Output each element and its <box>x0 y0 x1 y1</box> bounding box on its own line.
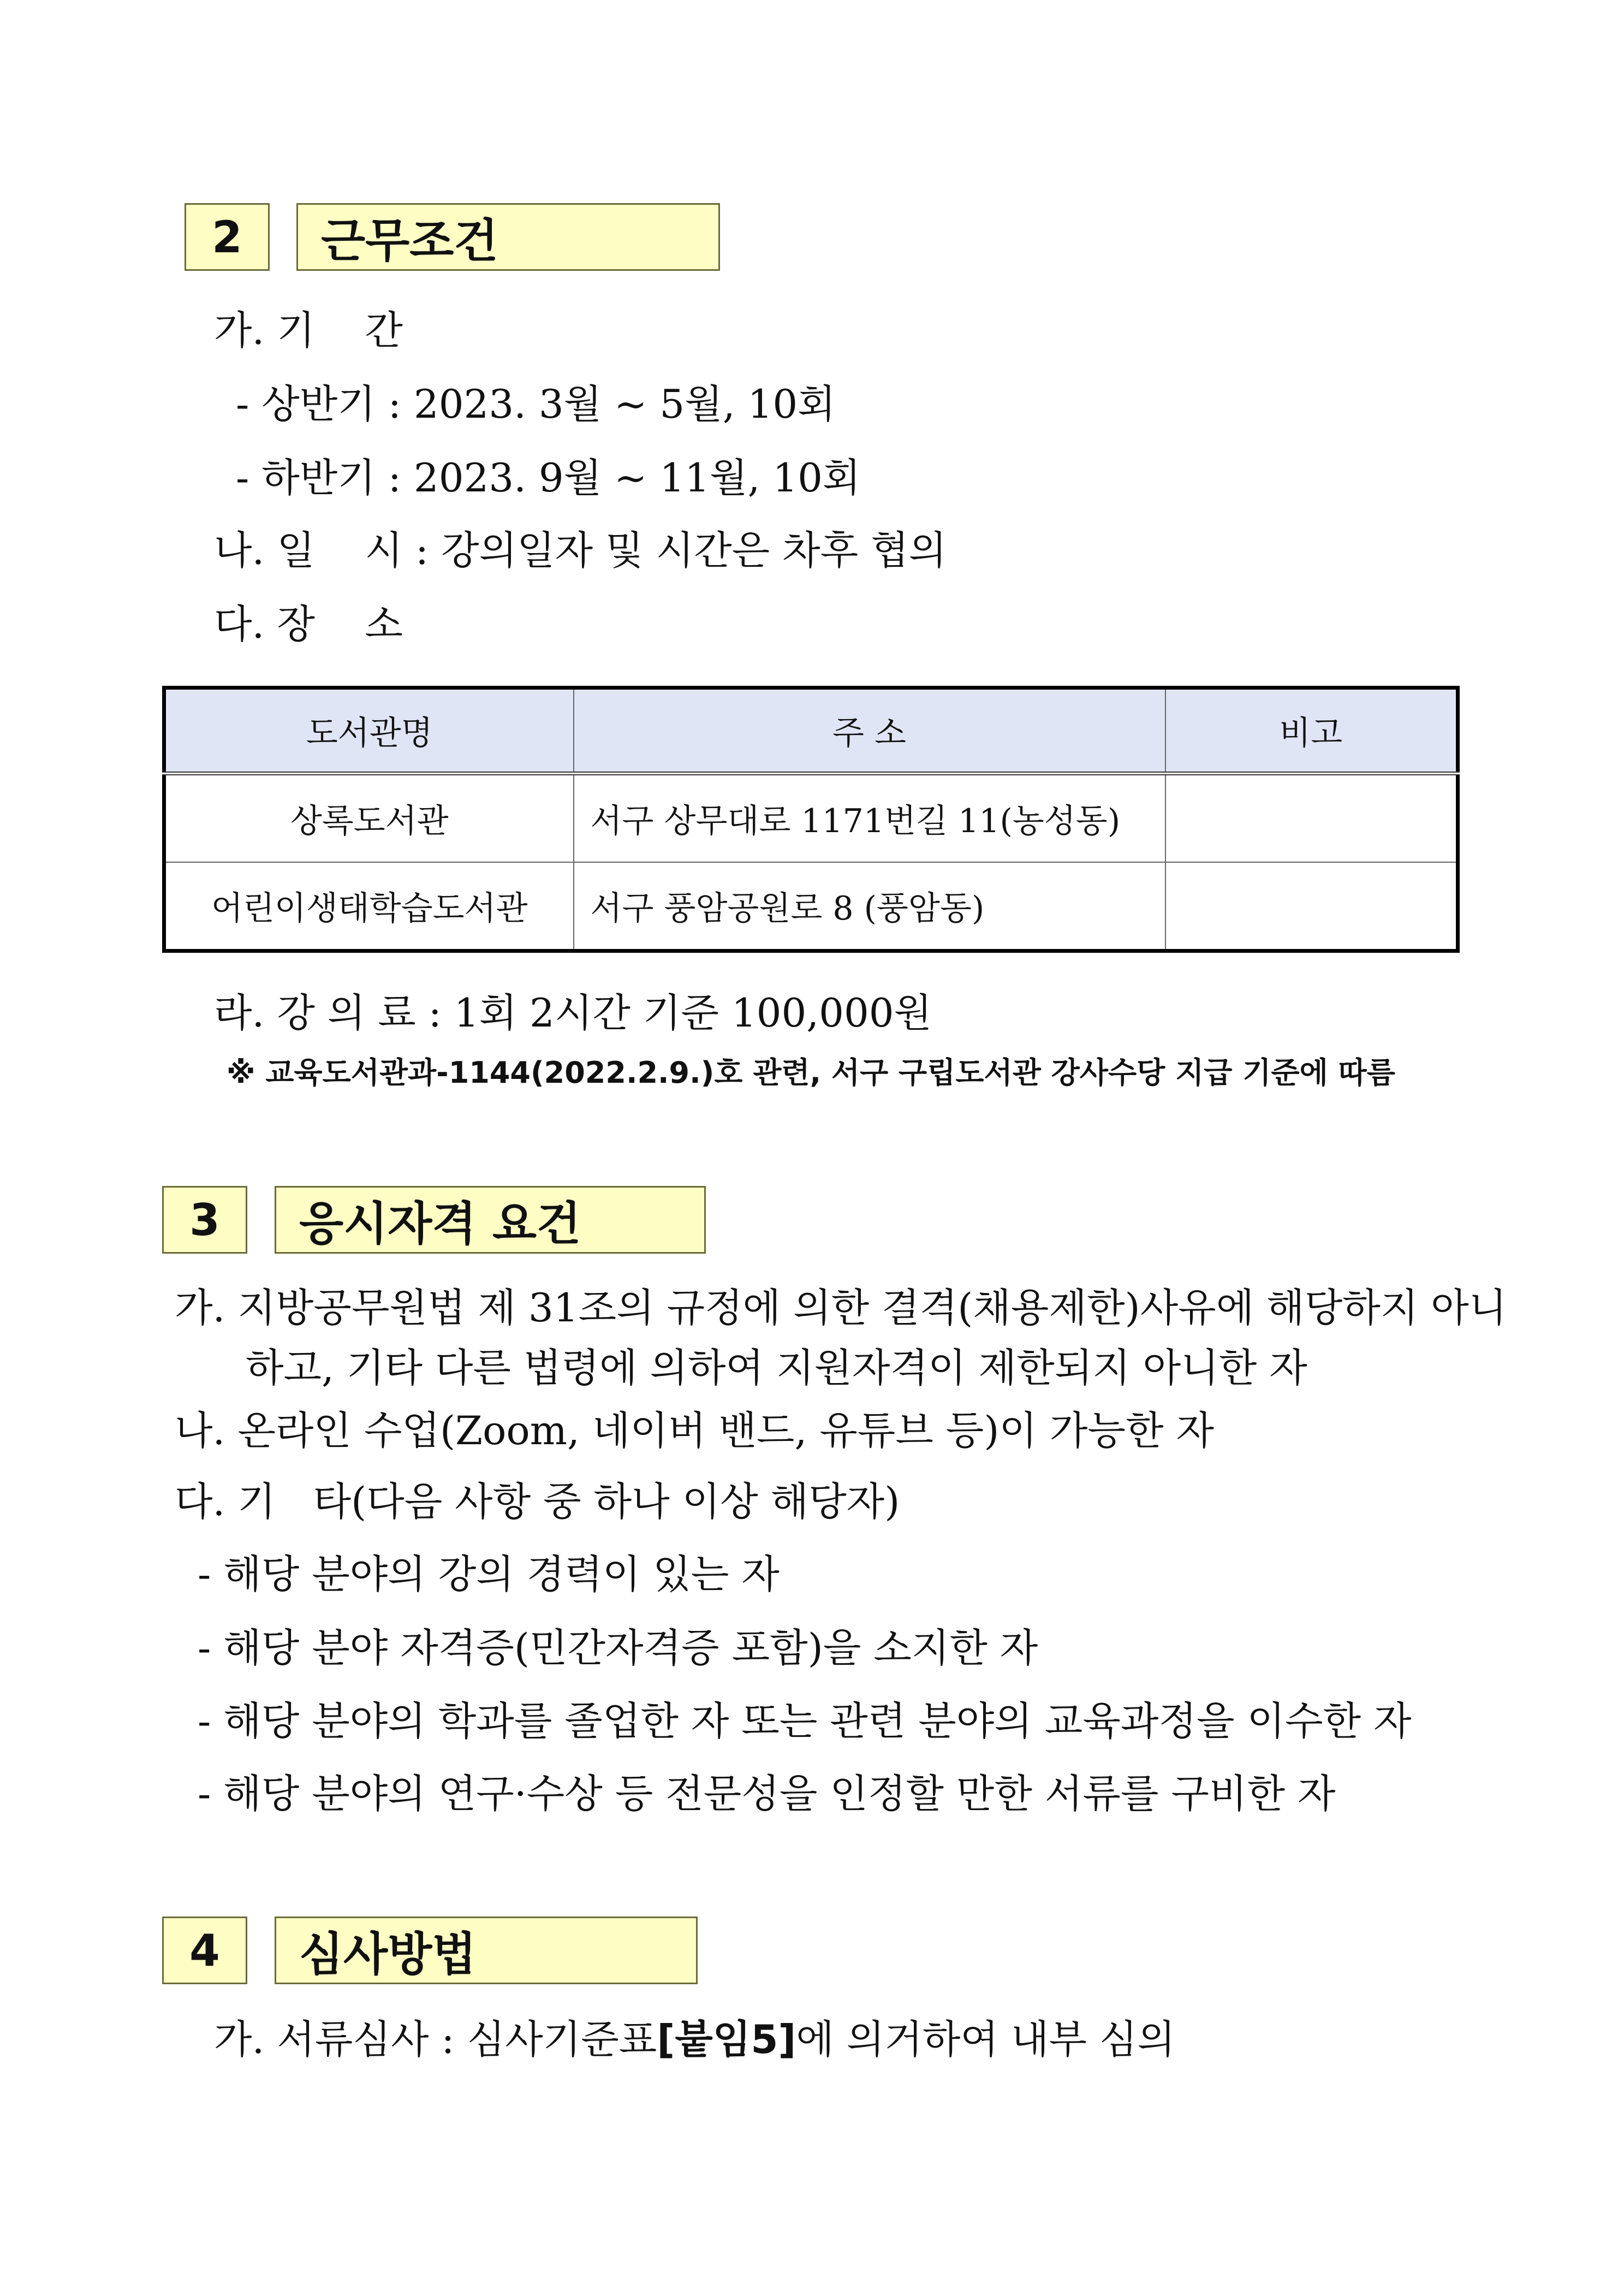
library-name: 어린이생태학습도서관 <box>164 862 574 951</box>
qualification-sub-item: - 해당 분야의 연구·수상 등 전문성을 인정할 만한 서류를 구비한 자 <box>198 1771 1336 1817</box>
place-label: 다. 장 소 <box>214 601 403 647</box>
period-first-half: - 상반기 : 2023. 3월 ~ 5월, 10회 <box>236 381 836 427</box>
section-4-number: 4 <box>162 1917 247 1984</box>
datetime-line: 나. 일 시 : 강의일자 및 시간은 차후 협의 <box>214 527 947 573</box>
screening-method-suffix: 에 의거하여 내부 심의 <box>796 2016 1175 2062</box>
qualification-b: 나. 온라인 수업(Zoom, 네이버 밴드, 유튜브 등)이 가능한 자 <box>175 1408 1214 1453</box>
section-2-title: 근무조건 <box>296 203 720 271</box>
library-address: 서구 풍암공원로 8 (풍암동) <box>574 862 1165 951</box>
header-library-name: 도서관명 <box>164 688 574 774</box>
screening-method-prefix: 가. 서류심사 : 심사기준표 <box>214 2016 657 2062</box>
qualification-sub-item: - 해당 분야 자격증(민간자격증 포함)을 소지한 자 <box>198 1625 1038 1671</box>
lecture-fee-note: ※ 교육도서관과-1144(2022.2.9.)호 관련, 서구 구립도서관 강사수당 지급 기준에 따름 <box>227 1055 1395 1090</box>
library-name: 상록도서관 <box>164 774 574 863</box>
section-3-title: 응시자격 요건 <box>275 1186 706 1254</box>
table-row <box>164 774 1458 863</box>
qualification-c: 다. 기 타(다음 사항 중 하나 이상 해당자) <box>175 1479 900 1524</box>
section-3-number: 3 <box>162 1186 247 1254</box>
library-table <box>162 686 1460 953</box>
attachment-reference: [붙임5] <box>657 2016 796 2062</box>
screening-method <box>214 2015 1175 2064</box>
section-2-number: 2 <box>185 203 270 271</box>
period-label: 가. 기 간 <box>214 307 403 353</box>
qualification-a-line2: 하고, 기타 다른 법령에 의하여 지원자격이 제한되지 아니한 자 <box>246 1345 1307 1391</box>
library-note <box>1165 862 1458 951</box>
table-header-row <box>164 688 1458 774</box>
qualification-a-line1: 가. 지방공무원법 제 31조의 규정에 의한 결격(채용제한)사유에 해당하지 아니 <box>175 1285 1507 1331</box>
library-address: 서구 상무대로 1171번길 11(농성동) <box>574 774 1165 863</box>
lecture-fee: 라. 강 의 료 : 1회 2시간 기준 100,000원 <box>214 990 932 1036</box>
library-note <box>1165 774 1458 863</box>
section-4-title: 심사방법 <box>275 1917 698 1984</box>
table-row <box>164 862 1458 951</box>
period-second-half: - 하반기 : 2023. 9월 ~ 11월, 10회 <box>236 455 861 501</box>
qualification-sub-item: - 해당 분야의 강의 경력이 있는 자 <box>198 1551 780 1597</box>
header-address: 주 소 <box>574 688 1165 774</box>
qualification-sub-item: - 해당 분야의 학과를 졸업한 자 또는 관련 분야의 교육과정을 이수한 자 <box>198 1698 1412 1744</box>
header-note: 비고 <box>1165 688 1458 774</box>
